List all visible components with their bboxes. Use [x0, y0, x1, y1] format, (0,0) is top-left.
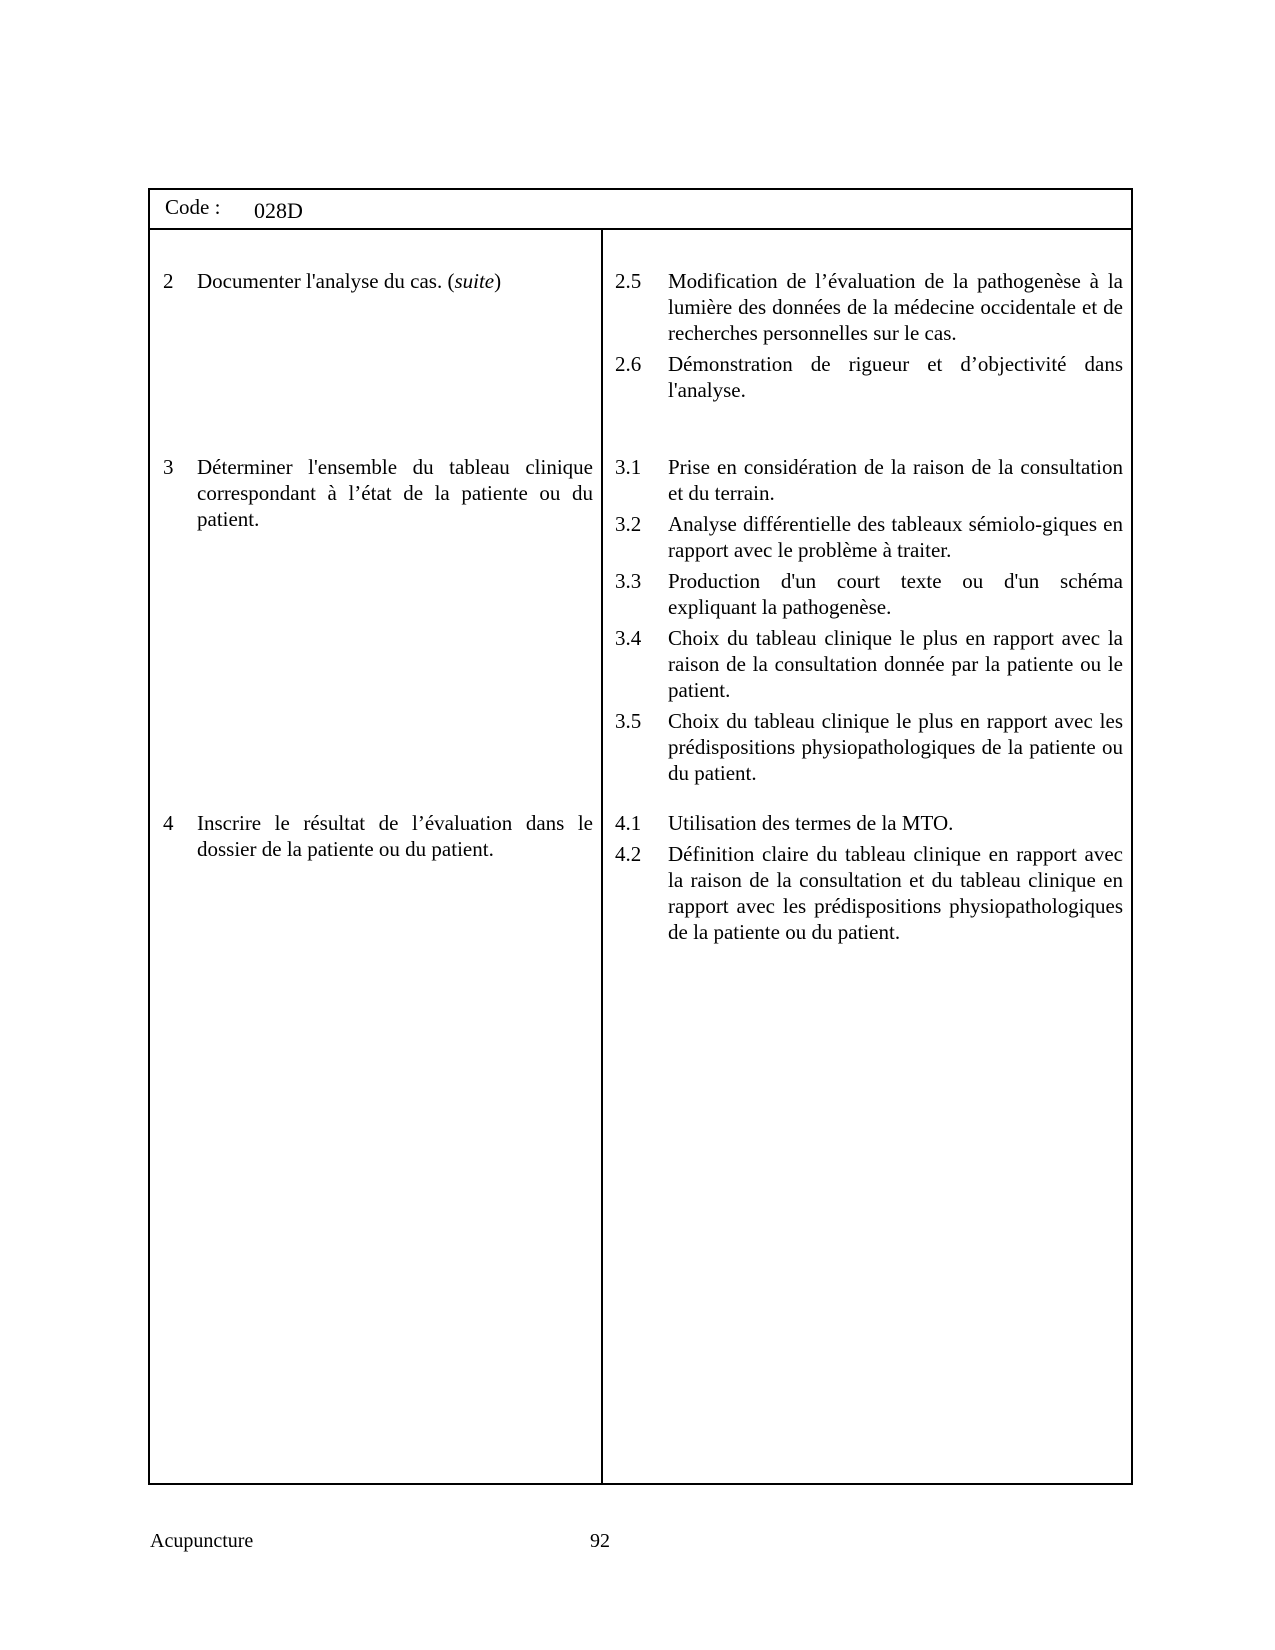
page-number: 92	[590, 1530, 610, 1552]
criterion	[615, 568, 1123, 620]
code-label: Code :	[165, 195, 221, 219]
criterion	[615, 810, 1123, 836]
criteria-group-3	[615, 454, 1123, 791]
code-value: 028D	[254, 198, 303, 223]
criteria-group-2	[615, 268, 1123, 408]
criterion-number: 3.4	[615, 626, 642, 650]
criterion-text: Choix du tableau clinique le plus en rapport avec la raison de la consultation donnée par la patiente ou le patient.	[668, 626, 1123, 702]
element-number: 3	[163, 455, 174, 479]
criterion-number: 4.1	[615, 811, 642, 835]
criterion	[615, 708, 1123, 786]
criterion-text: Définition claire du tableau clinique en rapport avec la raison de la consultation et du tableau clinique en rapport avec les prédispositions physiopathologiques de la patiente ou du patient.	[668, 842, 1123, 944]
element-2	[163, 268, 593, 294]
criterion-text: Production d'un court texte ou d'un schéma expliquant la pathogenèse.	[668, 569, 1123, 619]
criterion	[615, 511, 1123, 563]
element-text: Inscrire le résultat de l’évaluation dans le dossier de la patiente ou du patient.	[197, 811, 593, 861]
element-number: 4	[163, 811, 174, 835]
element-number: 2	[163, 269, 174, 293]
criterion-number: 3.1	[615, 455, 642, 479]
element-text: Documenter l'analyse du cas. (suite)	[197, 269, 502, 293]
criterion-text: Prise en considération de la raison de la consultation et du terrain.	[668, 455, 1123, 505]
criterion	[615, 454, 1123, 506]
criterion-number: 4.2	[615, 842, 642, 866]
criterion	[615, 841, 1123, 945]
competency-table	[148, 188, 1133, 1485]
criterion	[615, 268, 1123, 346]
criterion-text: Modification de l’évaluation de la pathogenèse à la lumière des données de la médecine occidentale et de recherches personnelles sur le cas.	[668, 269, 1123, 345]
criterion-text: Analyse différentielle des tableaux sémiolo-giques en rapport avec le problème à traiter.	[668, 512, 1123, 562]
criterion	[615, 351, 1123, 403]
criterion-text: Démonstration de rigueur et d’objectivité dans l'analyse.	[668, 352, 1123, 402]
code-row	[150, 190, 1131, 230]
element-suffix: suite	[454, 269, 495, 293]
footer-program: Acupuncture	[150, 1530, 254, 1552]
criterion-number: 2.6	[615, 352, 642, 376]
criterion-text: Choix du tableau clinique le plus en rapport avec les prédispositions physiopathologiques de la patiente ou du patient.	[668, 709, 1123, 785]
criterion-number: 2.5	[615, 269, 642, 293]
criterion	[615, 625, 1123, 703]
criterion-text: Utilisation des termes de la MTO.	[668, 811, 954, 835]
element-3	[163, 454, 593, 532]
column-divider	[601, 228, 603, 1485]
criterion-number: 3.5	[615, 709, 642, 733]
criteria-group-4	[615, 810, 1123, 950]
criterion-number: 3.2	[615, 512, 642, 536]
element-text: Déterminer l'ensemble du tableau clinique correspondant à l’état de la patiente ou du patient.	[197, 455, 593, 531]
element-4	[163, 810, 593, 862]
criterion-number: 3.3	[615, 569, 642, 593]
